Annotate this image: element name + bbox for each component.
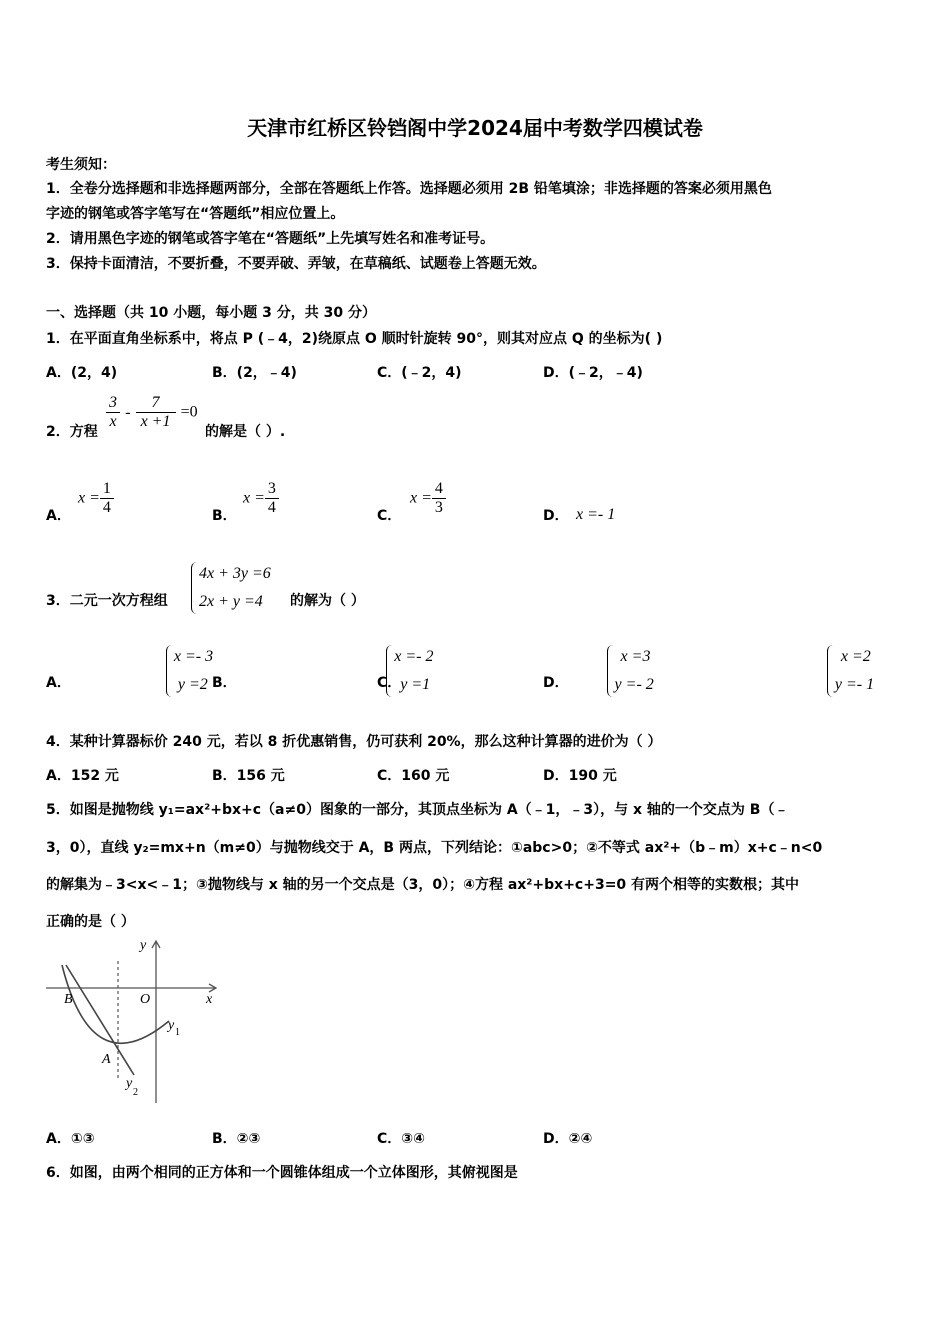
q3-option-c-label: C． (377, 675, 402, 691)
question-5-line: 的解集为﹣3<x<﹣1；③抛物线与 x 轴的另一个交点是（3，0）；④方程 ax²+bx+c+3=0 有两个相等的实数根；其中 (46, 877, 800, 893)
numerator: 7 (151, 394, 160, 411)
q3-option-a (164, 643, 213, 699)
q5-option-b: B．②③ (212, 1131, 261, 1147)
q3-option-d (825, 643, 874, 699)
q4-option-b: B．156 元 (212, 768, 285, 784)
solution-y: y =2 (177, 676, 208, 693)
numerator: 3 (109, 394, 117, 411)
q3-system (189, 560, 271, 616)
denominator: 4 (265, 498, 279, 517)
q3-option-a-label: A． (46, 675, 71, 691)
denominator: x (106, 412, 120, 431)
question-5-line: 3，0），直线 y₂=mx+n（m≠0）与抛物线交于 A，B 两点，下列结论：①abc>0；②不等式 ax²+（b﹣m）x+c﹣n<0 (46, 840, 823, 856)
q5-option-c: C．③④ (377, 1131, 425, 1147)
point-a-label: A (102, 1052, 111, 1067)
q1-option-d: D．(﹣2，﹣4) (543, 365, 643, 381)
denominator: x +1 (136, 412, 176, 431)
notice-heading: 考生须知： (46, 157, 116, 173)
question-5-line: 5．如图是抛物线 y₁=ax²+bx+c（a≠0）图象的一部分，其顶点坐标为 A（﹣1，﹣3），与 x 轴的一个交点为 B（﹣ (46, 802, 789, 818)
q4-option-d: D．190 元 (543, 768, 617, 784)
equation-2: 2x + y =4 (199, 593, 263, 610)
q5-option-a: A．①③ (46, 1131, 95, 1147)
question-1-stem: 1．在平面直角坐标系中，将点 P (﹣4，2)绕原点 O 顺时针旋转 90°，则其对应点 Q 的坐标为( ) (46, 331, 663, 347)
q1-option-c: C．(﹣2，4) (377, 365, 462, 381)
q3-option-c (605, 643, 654, 699)
numerator: 4 (434, 480, 443, 497)
y1-subscript: 1 (175, 1027, 180, 1038)
q2-option-d-label: D． (543, 508, 569, 524)
notice-line: 字迹的钢笔或答字笔写在“答题纸”相应位置上。 (46, 206, 345, 222)
lhs: x = (78, 489, 100, 507)
solution-x: x =3 (620, 648, 651, 665)
question-4-stem: 4．某种计算器标价 240 元，若以 8 折优惠销售，仍可获利 20%，那么这种计算器的进价为（ ） (46, 734, 662, 750)
question-5-line: 正确的是（ ） (46, 914, 135, 930)
numerator: 1 (102, 480, 111, 497)
solution-y: y =- 2 (614, 676, 654, 693)
q2-option-d: x =- 1 (576, 506, 616, 523)
q3-option-d-label: D． (543, 675, 569, 691)
origin-label: O (140, 992, 151, 1007)
equals-zero: =0 (180, 403, 198, 421)
point-b-label: B (64, 992, 73, 1007)
notice-line: 3．保持卡面清洁，不要折叠，不要弄破、弄皱，在草稿纸、试题卷上答题无效。 (46, 256, 546, 272)
equation-1: 4x + 3y =6 (199, 565, 271, 582)
lhs: x = (410, 489, 432, 507)
solution-x: x =2 (840, 648, 871, 665)
q2-option-a (78, 480, 114, 517)
denominator: 4 (100, 498, 114, 517)
minus-sign: - (125, 404, 131, 421)
q5-option-d: D．②④ (543, 1131, 593, 1147)
question-3-prefix: 3．二元一次方程组 (46, 593, 168, 609)
q2-option-b-label: B． (212, 508, 237, 524)
question-6-stem: 6．如图，由两个相同的正方体和一个圆锥体组成一个立体图形，其俯视图是 (46, 1165, 518, 1181)
y2-subscript: 2 (133, 1087, 138, 1098)
notice-line: 2．请用黑色字迹的钢笔或答字笔在“答题纸”上先填写姓名和准考证号。 (46, 231, 495, 247)
y2-label: y (126, 1076, 133, 1091)
q1-option-b: B．(2，﹣4) (212, 365, 297, 381)
page-title: 天津市红桥区铃铛阁中学2024届中考数学四模试卷 (247, 116, 703, 140)
q4-option-a: A．152 元 (46, 768, 119, 784)
parabola-y1 (62, 965, 169, 1043)
q2-option-c-label: C． (377, 508, 402, 524)
line-y2 (66, 965, 134, 1075)
q2-option-a-label: A． (46, 508, 71, 524)
question-3-suffix: 的解为（ ） (290, 593, 365, 609)
solution-y: y =1 (400, 676, 431, 693)
parabola-figure (44, 935, 224, 1105)
q4-option-c: C．160 元 (377, 768, 450, 784)
q2-option-b (243, 480, 279, 517)
y-axis-label: y (140, 938, 147, 953)
question-2-prefix: 2．方程 (46, 424, 98, 440)
notice-line: 1．全卷分选择题和非选择题两部分，全部在答题纸上作答。选择题必须用 2B 铅笔填涂；非选择题的答案必须用黑色 (46, 181, 772, 197)
denominator: 3 (432, 498, 446, 517)
solution-y: y =- 1 (834, 676, 875, 693)
q2-equation (106, 394, 198, 431)
section-heading: 一、选择题（共 10 小题，每小题 3 分，共 30 分） (46, 305, 376, 321)
lhs: x = (243, 489, 265, 507)
q1-option-a: A．(2，4) (46, 365, 118, 381)
x-axis-label: x (206, 992, 213, 1007)
q2-option-c (410, 480, 446, 517)
solution-x: x =- 3 (173, 648, 214, 665)
solution-x: x =- 2 (394, 648, 434, 665)
y1-label: y (168, 1018, 175, 1033)
q3-option-b-label: B． (212, 675, 237, 691)
question-2-suffix: 的解是（ ）. (205, 424, 286, 440)
numerator: 3 (267, 480, 276, 497)
